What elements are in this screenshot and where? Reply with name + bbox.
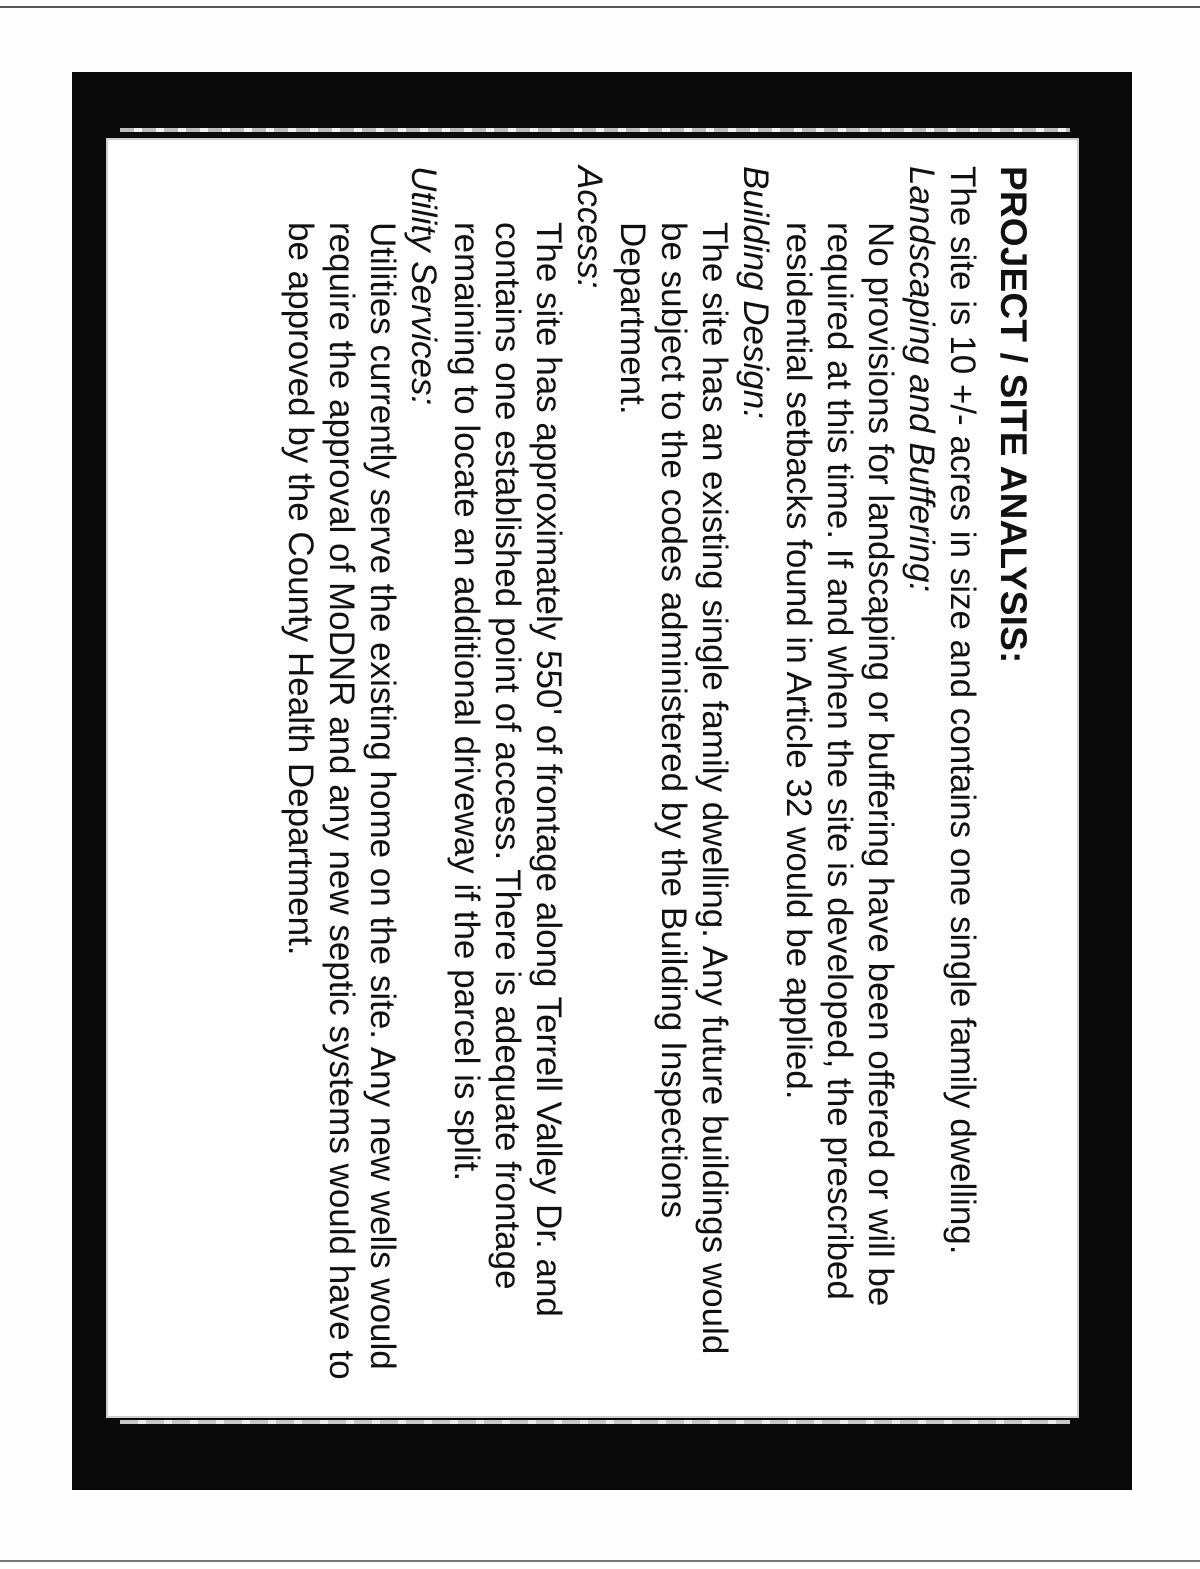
section-heading: Landscaping and Buffering:	[902, 166, 941, 593]
section-building-design	[612, 166, 776, 1392]
page-title: PROJECT / SITE ANALYSIS:	[993, 166, 1034, 664]
section-access	[446, 166, 610, 1392]
section-body: No provisions for landscaping or buffering have been offered or will be required at this time. If and when the site is developed, the prescribed residential setbacks found in Article 32 would be applied.	[779, 222, 900, 1307]
section-heading: Building Design:	[736, 166, 775, 419]
intro-paragraph: The site is 10 +/- acres in size and contains one single family dwelling.	[943, 166, 982, 1255]
section-body: The site has approximately 550' of frontage along Terrell Valley Dr. and contains one established point of access. There is adequate frontage remaining to locate an additional driveway if the parcel is split.	[447, 222, 568, 1317]
section-utility-services	[280, 166, 444, 1392]
rotated-content	[108, 140, 1079, 1418]
section-landscaping	[778, 166, 942, 1392]
section-heading: Utility Services:	[404, 166, 443, 406]
section-body: Utilities currently serve the existing home on the site. Any new wells would require the approval of MoDNR and any new septic systems would have to be approved by the County Health Department.	[281, 222, 402, 1380]
top-scan-edge	[0, 6, 1200, 8]
slide-bottom-edge	[120, 1420, 1070, 1424]
section-heading: Access:	[570, 166, 609, 289]
bottom-scan-edge	[0, 1560, 1200, 1562]
slide-top-edge	[120, 128, 1070, 132]
section-body: The site has an existing single family dwelling. Any future buildings would be subject to the codes administered by the Building Inspections Department.	[613, 222, 734, 1355]
slide-panel	[106, 138, 1079, 1418]
